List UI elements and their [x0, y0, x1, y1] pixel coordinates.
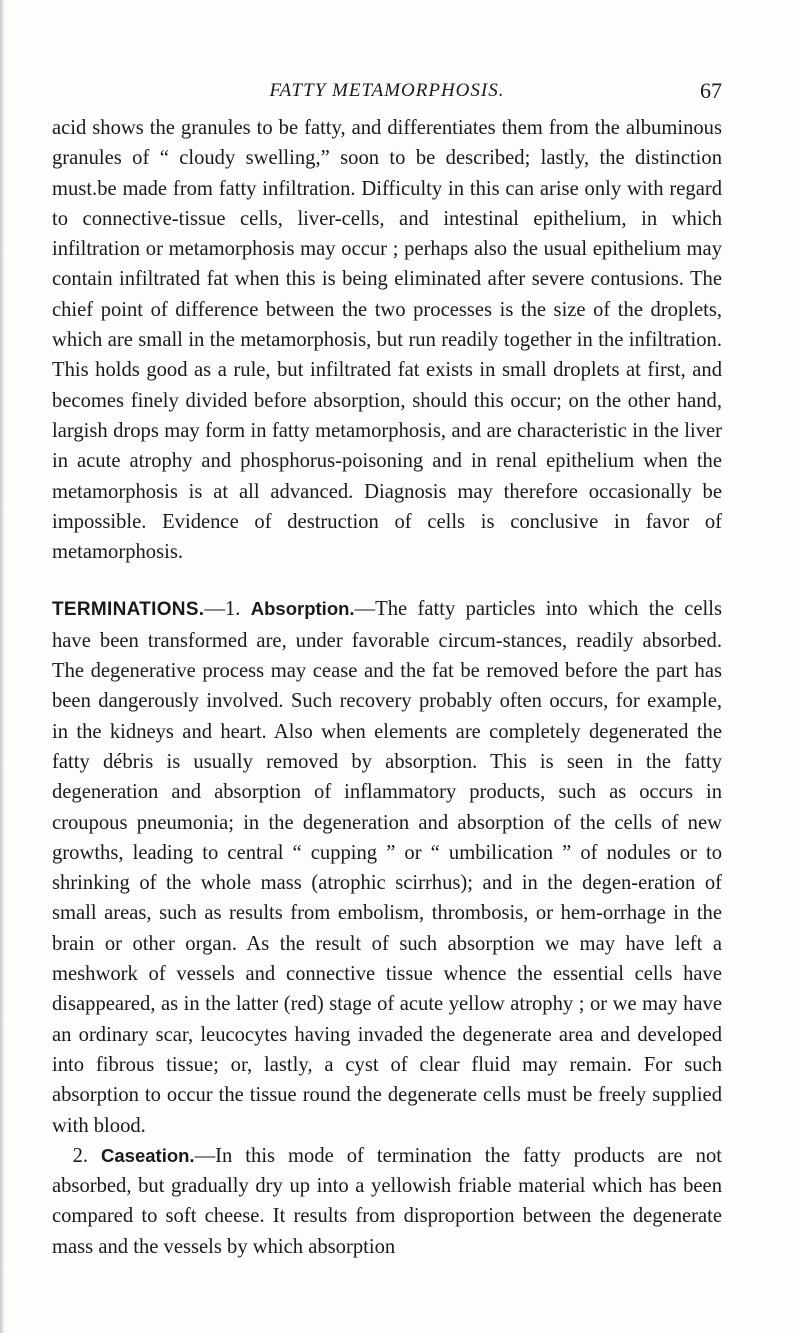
- page-header: [52, 78, 722, 108]
- body-text: [52, 113, 722, 1262]
- paragraph-caseation: [52, 1141, 722, 1262]
- page-spine-shadow: [0, 0, 4, 1333]
- paragraph-terminations: [52, 594, 722, 1140]
- section-heading-terminations: TERMINATIONS.: [52, 599, 205, 621]
- absorption-text: —The fatty particles into which the cells have been transformed are, under favorable circum-stances, readily absorbed. The degenerative process may cease and the fat be removed before the part has been dangerously involved. Such recovery probably often occurs, for example, in the kidneys and heart. Also when elements are completely degenerated the fatty débris is usually removed by absorption. This is seen in the fatty degeneration and absorption of inflammatory products, such as occurs in croupous pneumonia; in the degeneration and absorption of the cells of new growths, leading to central “ cupping ” or “ umbilication ” of nodules or to shrinking of the whole mass (atrophic scirrhus); and in the degen-eration of small areas, such as results from embolism, thrombosis, or hem-orrhage in the brain or other organ. As the result of such absorption we may have left a meshwork of vessels and connective tissue whence the essential cells have disappeared, as in the latter (red) stage of acute yellow atrophy ; or we may have an ordinary scar, leucocytes having invaded the degenerate area and developed into fibrous tissue; or, lastly, a cyst of clear fluid may remain. For such absorption to occur the tissue round the degenerate cells must be freely supplied with blood.: [52, 598, 722, 1137]
- page-number: 67: [700, 78, 722, 103]
- caseation-text: —In this mode of termination the fatty products are not absorbed, but gradually dry up into a yellowish friable material which has been compared to soft cheese. It results from disproportion between the degenerate mass and the vessels by which absorption: [52, 1144, 722, 1258]
- caseation-number: 2.: [72, 1144, 102, 1167]
- subheading-caseation: Caseation.: [101, 1144, 195, 1166]
- subheading-absorption: Absorption.: [250, 598, 355, 620]
- terminations-number: —1.: [204, 598, 241, 621]
- paragraph-fatty-granules: acid shows the granules to be fatty, and differentiates them from the albuminous granules of “ cloudy swelling,” soon to be described; lastly, the distinction must.be made from fatty infiltration. Difficulty in this can arise only with regard to connective-tissue cells, liver-cells, and intestinal epithelium, in which infiltration or metamorphosis may occur ; perhaps also the usual epithelium may contain infiltrated fat when this is being eliminated after severe contusions. The chief point of difference between the two processes is the size of the droplets, which are small in the metamorphosis, but run readily together in the infiltration. This holds good as a rule, but infiltrated fat exists in small droplets at first, and becomes finely divided before absorption, should this occur; on the other hand, largish drops may form in fatty metamorphosis, and are characteristic in the liver in acute atrophy and phosphorus-poisoning and in renal epithelium when the metamorphosis is at all advanced. Diagnosis may therefore occasionally be impossible. Evidence of destruction of cells is conclusive in favor of metamorphosis.: [52, 117, 722, 564]
- running-head: FATTY METAMORPHOSIS.: [269, 80, 505, 101]
